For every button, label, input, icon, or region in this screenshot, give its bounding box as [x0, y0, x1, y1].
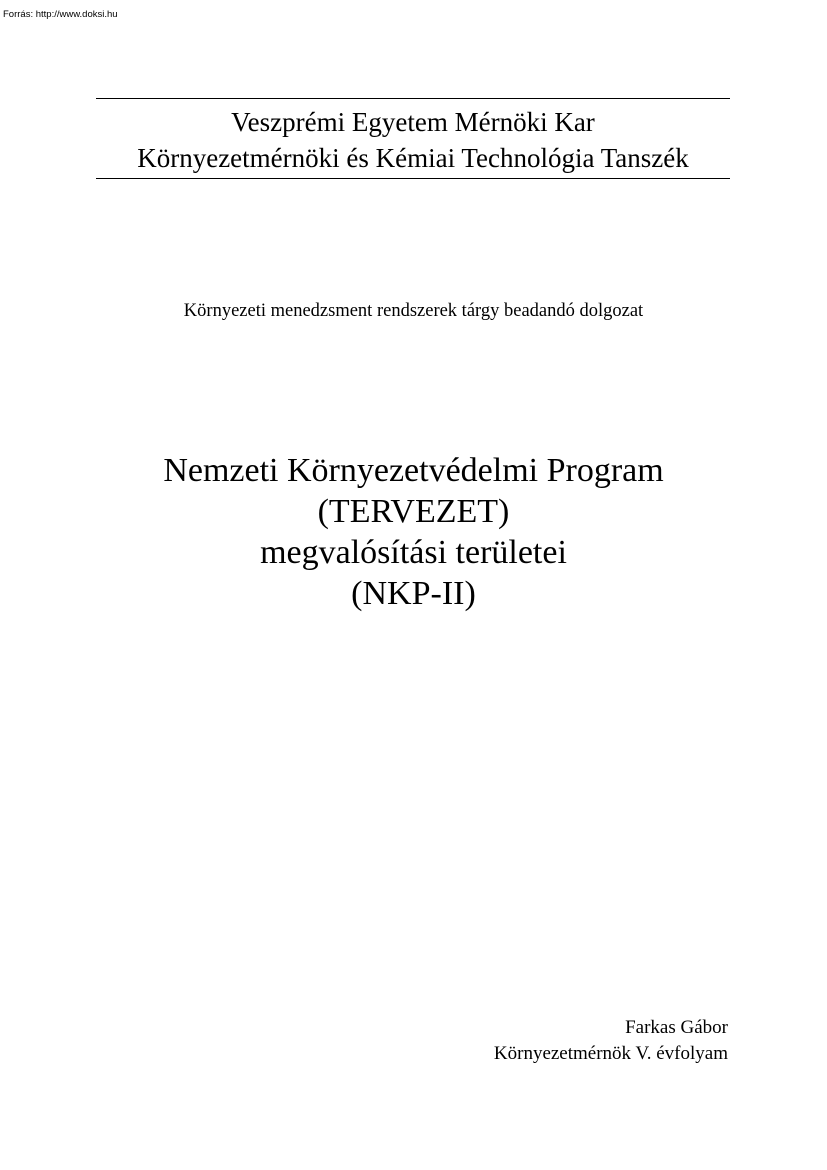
title-line-4: (NKP-II): [351, 575, 476, 612]
source-note: Forrás: http://www.doksi.hu: [3, 9, 118, 20]
department-name: Környezetmérnöki és Kémiai Technológia Tanszék: [137, 143, 689, 173]
document-title: [0, 450, 827, 614]
author-block: [494, 1015, 728, 1067]
institution-header: [96, 98, 730, 179]
author-name: Farkas Gábor: [625, 1017, 728, 1038]
university-name: Veszprémi Egyetem Mérnöki Kar: [231, 107, 595, 137]
course-description: Környezeti menedzsment rendszerek tárgy beadandó dolgozat: [183, 301, 644, 321]
title-line-1: Nemzeti Környezetvédelmi Program: [163, 452, 664, 489]
title-line-3: megvalósítási területei: [260, 534, 567, 571]
title-line-2: (TERVEZET): [317, 493, 510, 530]
author-affiliation: Környezetmérnök V. évfolyam: [493, 1043, 728, 1064]
